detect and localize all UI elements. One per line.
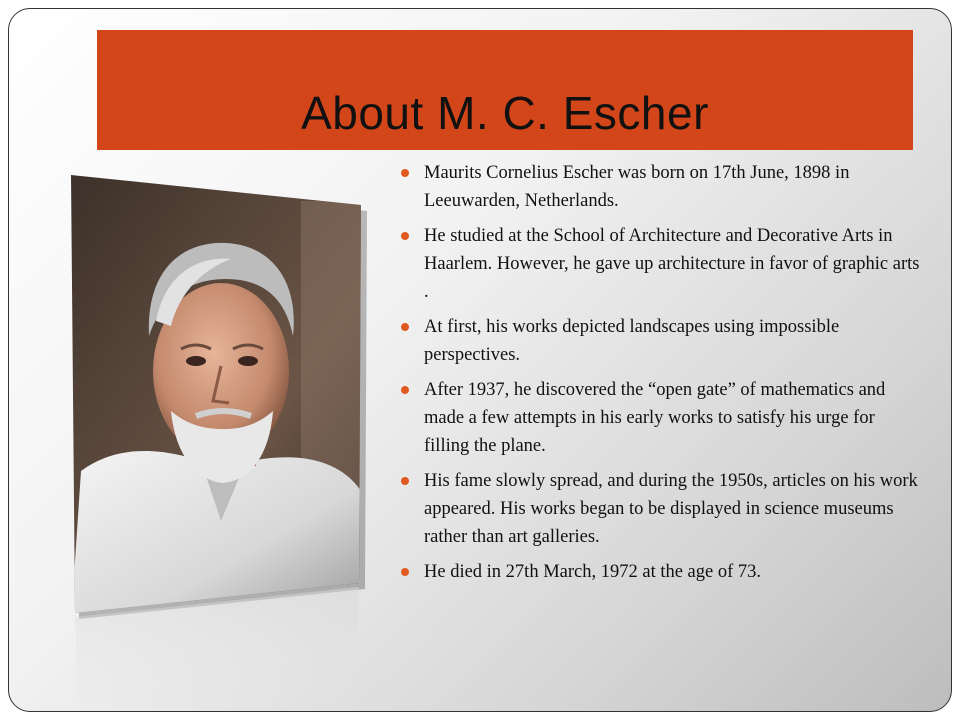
bullet-icon	[401, 232, 409, 240]
bullet-text: His fame slowly spread, and during the 1950s, articles on his work appeared. His works began to be displayed in science museums rather than art galleries.	[424, 471, 918, 547]
bullet-icon	[401, 477, 409, 485]
portrait-photo	[61, 161, 391, 712]
bullet-item-mathematics	[399, 376, 924, 460]
bullet-text: Maurits Cornelius Escher was born on 17th June, 1898 in Leeuwarden, Netherlands.	[424, 163, 850, 211]
portrait-image	[61, 161, 391, 712]
bullet-item-education	[399, 222, 924, 306]
bullet-text: He died in 27th March, 1972 at the age of 73.	[424, 562, 762, 582]
slide	[8, 8, 952, 712]
bullet-item-birth	[399, 159, 924, 215]
bullet-list	[399, 159, 924, 593]
bullet-item-fame	[399, 467, 924, 551]
bullet-item-death	[399, 558, 924, 586]
bullet-icon	[401, 323, 409, 331]
bullet-item-early-works	[399, 313, 924, 369]
title-bar	[97, 30, 913, 150]
bullet-icon	[401, 169, 409, 177]
bullet-text: He studied at the School of Architecture and Decorative Arts in Haarlem. However, he gave up architecture in favor of graphic arts .	[424, 226, 920, 302]
bullet-icon	[401, 568, 409, 576]
slide-title: About M. C. Escher	[301, 87, 709, 139]
bullet-text: At first, his works depicted landscapes using impossible perspectives.	[424, 317, 840, 365]
bullet-icon	[401, 386, 409, 394]
bullet-text: After 1937, he discovered the “open gate” of mathematics and made a few attempts in his early works to satisfy his urge for filling the plane.	[424, 380, 886, 456]
